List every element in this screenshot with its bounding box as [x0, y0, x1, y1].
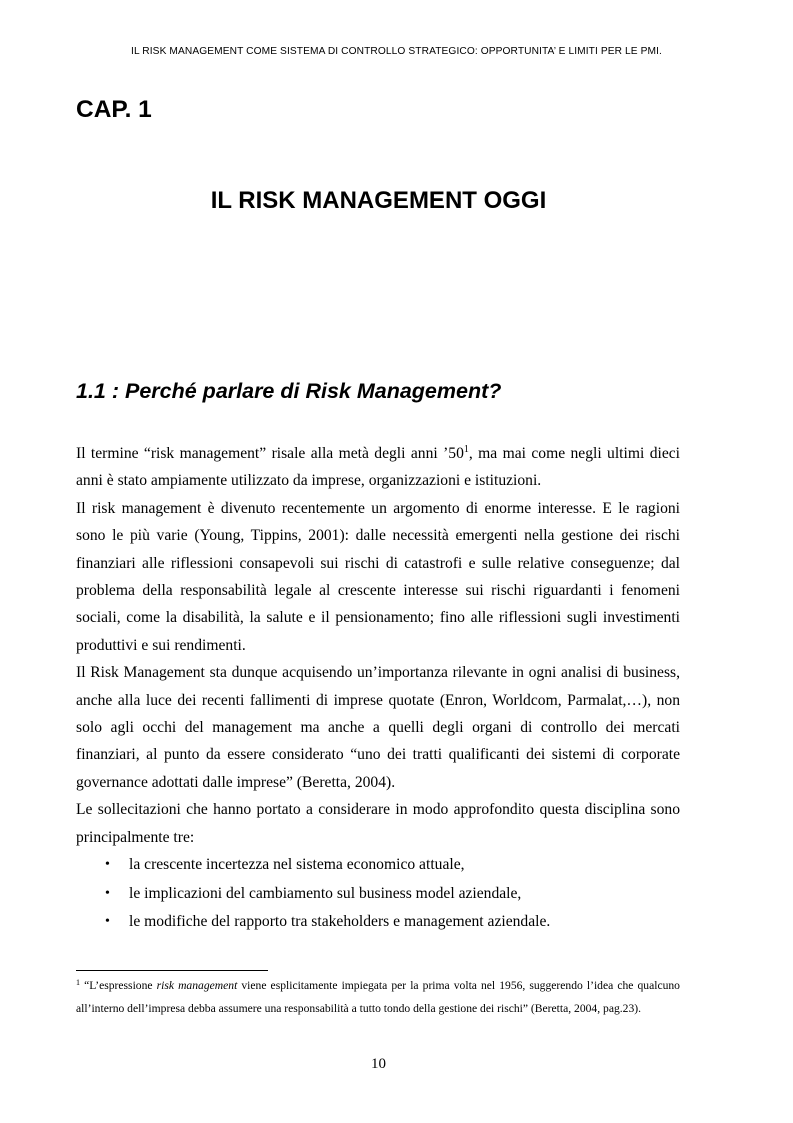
paragraph-1: [76, 440, 680, 495]
footnote-divider: [76, 970, 268, 971]
footnote-emphasis: risk management: [156, 979, 238, 992]
bullet-icon: •: [105, 885, 110, 901]
chapter-title: IL RISK MANAGEMENT OGGI: [210, 187, 547, 214]
footnote-reference[interactable]: 1: [463, 444, 469, 455]
paragraph-3: Il Risk Management sta dunque acquisendo un’importanza rilevante in ogni analisi di business, anche alla luce dei recenti fallimenti di imprese quotate (Enron, Worldcom, Parmalat,…), non solo agli occhi del management ma anche a quelli degli organi di controllo dei mercati finanziari, al punto da essere considerato “uno dei tratti qualificanti dei sistemi di corporate governance adottati dalle imprese” (Beretta, 2004).: [76, 664, 680, 791]
bullet-icon: •: [105, 914, 110, 930]
list-item-text: le implicazioni del cambiamento sul business model aziendale,: [129, 884, 522, 902]
paragraph-1-text-b: , ma mai come negli ultimi dieci anni è stato ampiamente utilizzato da imprese, organizzazioni e istituzioni.: [76, 445, 680, 490]
list-item-text: le modifiche del rapporto tra stakeholders e management aziendale.: [129, 913, 551, 931]
body-text: [76, 440, 680, 937]
list-item: [76, 908, 680, 937]
footnote-marker: 1: [76, 978, 80, 987]
paragraph-2: Il risk management è divenuto recentemente un argomento di enorme interesse. E le ragioni sono le più varie (Young, Tippins, 2001): dalle necessità emergenti nella gestione dei rischi finanziari alle riflessioni consapevoli sui rischi di catastrofi e sulle relative conseguenze; dal problema della responsabilità legale al crescente interesse sui rischi riguardanti i fenomeni sociali, come la disabilità, la salute e il pensionamento; fino alle riflessioni sugli investimenti produttivi e sui rendimenti.: [76, 499, 680, 654]
page-number: 10: [371, 1056, 386, 1072]
chapter-label: CAP. 1: [76, 96, 152, 123]
paragraph-1-text-a: Il termine “risk management” risale alla metà degli anni ’50: [76, 445, 464, 462]
paragraph-4: Le sollecitazioni che hanno portato a considerare in modo approfondito questa disciplina sono principalmente tre:: [76, 801, 680, 846]
footnote-text-a: “L’espressione: [80, 979, 157, 992]
list-item: [76, 880, 680, 909]
footnote: [76, 975, 680, 1020]
running-header: IL RISK MANAGEMENT COME SISTEMA DI CONTROLLO STRATEGICO: OPPORTUNITA’ E LIMITI PER LE PMI.: [131, 46, 662, 57]
section-heading: 1.1 : Perché parlare di Risk Management?: [76, 379, 502, 403]
bullet-icon: •: [105, 857, 110, 873]
list-item-text: la crescente incertezza nel sistema economico attuale,: [129, 856, 465, 874]
list-item: [76, 851, 680, 880]
footnote-text-b: viene esplicitamente impiegata per la prima volta nel 1956, suggerendo l’idea che qualcuno all’interno dell’impresa debba assumere una responsabilità a tutto tondo della gestione dei rischi” (Beretta, 2004, pag.23).: [76, 979, 680, 1015]
bullet-list: [76, 851, 680, 937]
